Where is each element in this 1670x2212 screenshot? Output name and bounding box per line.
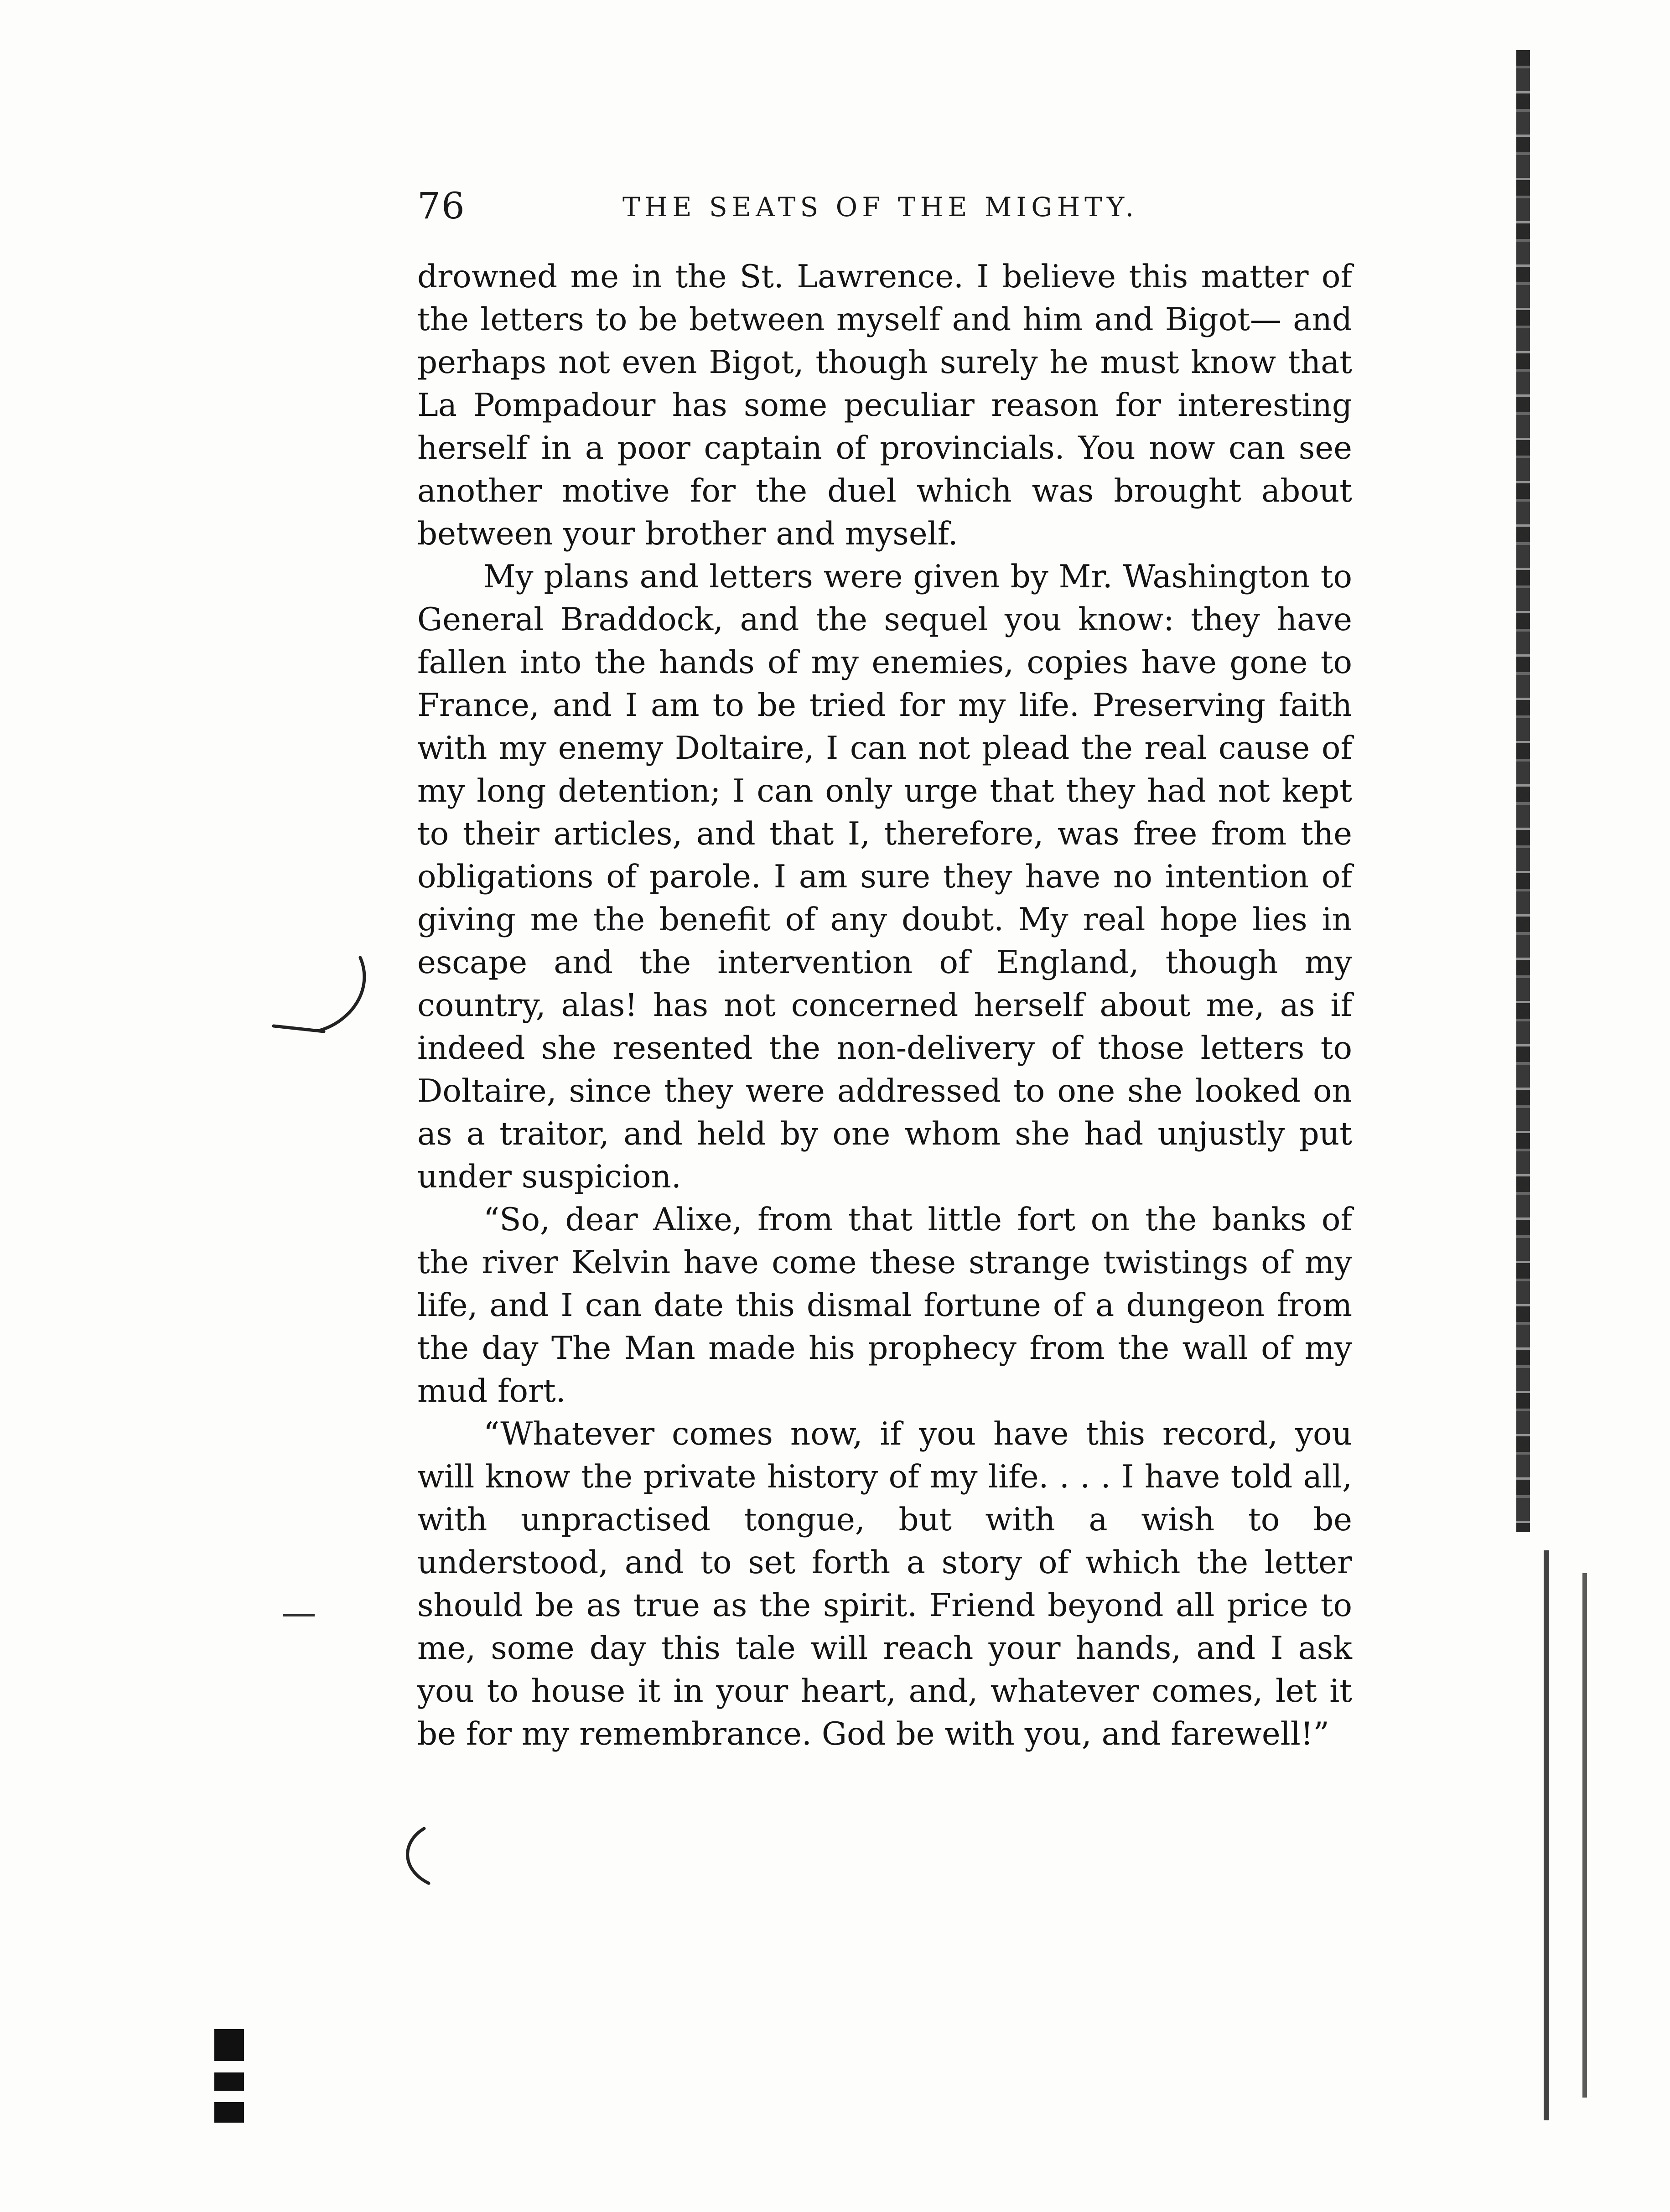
body-text xyxy=(417,255,1352,1756)
running-title: THE SEATS OF THE MIGHTY. xyxy=(622,192,1139,223)
margin-bracket-icon xyxy=(397,1824,438,1888)
margin-dash xyxy=(283,1614,315,1616)
scan-edge-line-outer xyxy=(1582,1573,1587,2098)
scan-edge-line xyxy=(1544,1550,1549,2120)
pencil-mark-icon xyxy=(269,953,374,1044)
paragraph-1: drowned me in the St. Lawrence. I believe this matter of the letters to be between myself and him and Bigot— and perhaps not even Bigot, though surely he must know that La Pompadour has some peculiar reason for interesting herself in a poor captain of provincials. You now can see another motive for the duel which was brought about between your brother and myself. xyxy=(417,259,1352,552)
scan-left-marks xyxy=(214,2029,244,2129)
scan-edge-shadow xyxy=(1516,50,1530,1532)
paragraph-2: My plans and letters were given by Mr. Washington to General Braddock, and the sequel you know: they have fallen into the hands of my enemies, copies have gone to France, and I am to be tried for my life. Preserving faith with my enemy Doltaire, I can not plead the real cause of my long detention; I can only urge that they had not kept to their articles, and that I, therefore, was free from the obligations of parole. I am sure they have no intention of giving me the benefit of any doubt. My real hope lies in escape and the intervention of England, though my country, alas! has not concerned herself about me, as if indeed she resented the non-delivery of those letters to Doltaire, since they were addressed to one she looked on as a traitor, and held by one whom she had unjustly put under suspicion. xyxy=(417,559,1352,1195)
paragraph-3: “So, dear Alixe, from that little fort on the banks of the river Kelvin have come these strange twistings of my life, and I can date this dismal fortune of a dungeon from the day The Man made his prophecy from the wall of my mud fort. xyxy=(417,1202,1352,1409)
paragraph-4: “Whatever comes now, if you have this record, you will know the private history of my life. . . . I have told all, with unpractised tongue, but with a wish to be understood, and to set forth a story of which the letter should be as true as the spirit. Friend beyond all price to me, some day this tale will reach your hands, and I ask you to house it in your heart, and, whatever comes, let it be for my remembrance. God be with you, and farewell!” xyxy=(417,1416,1352,1752)
page-number: 76 xyxy=(417,185,466,227)
page-header xyxy=(417,185,1147,235)
